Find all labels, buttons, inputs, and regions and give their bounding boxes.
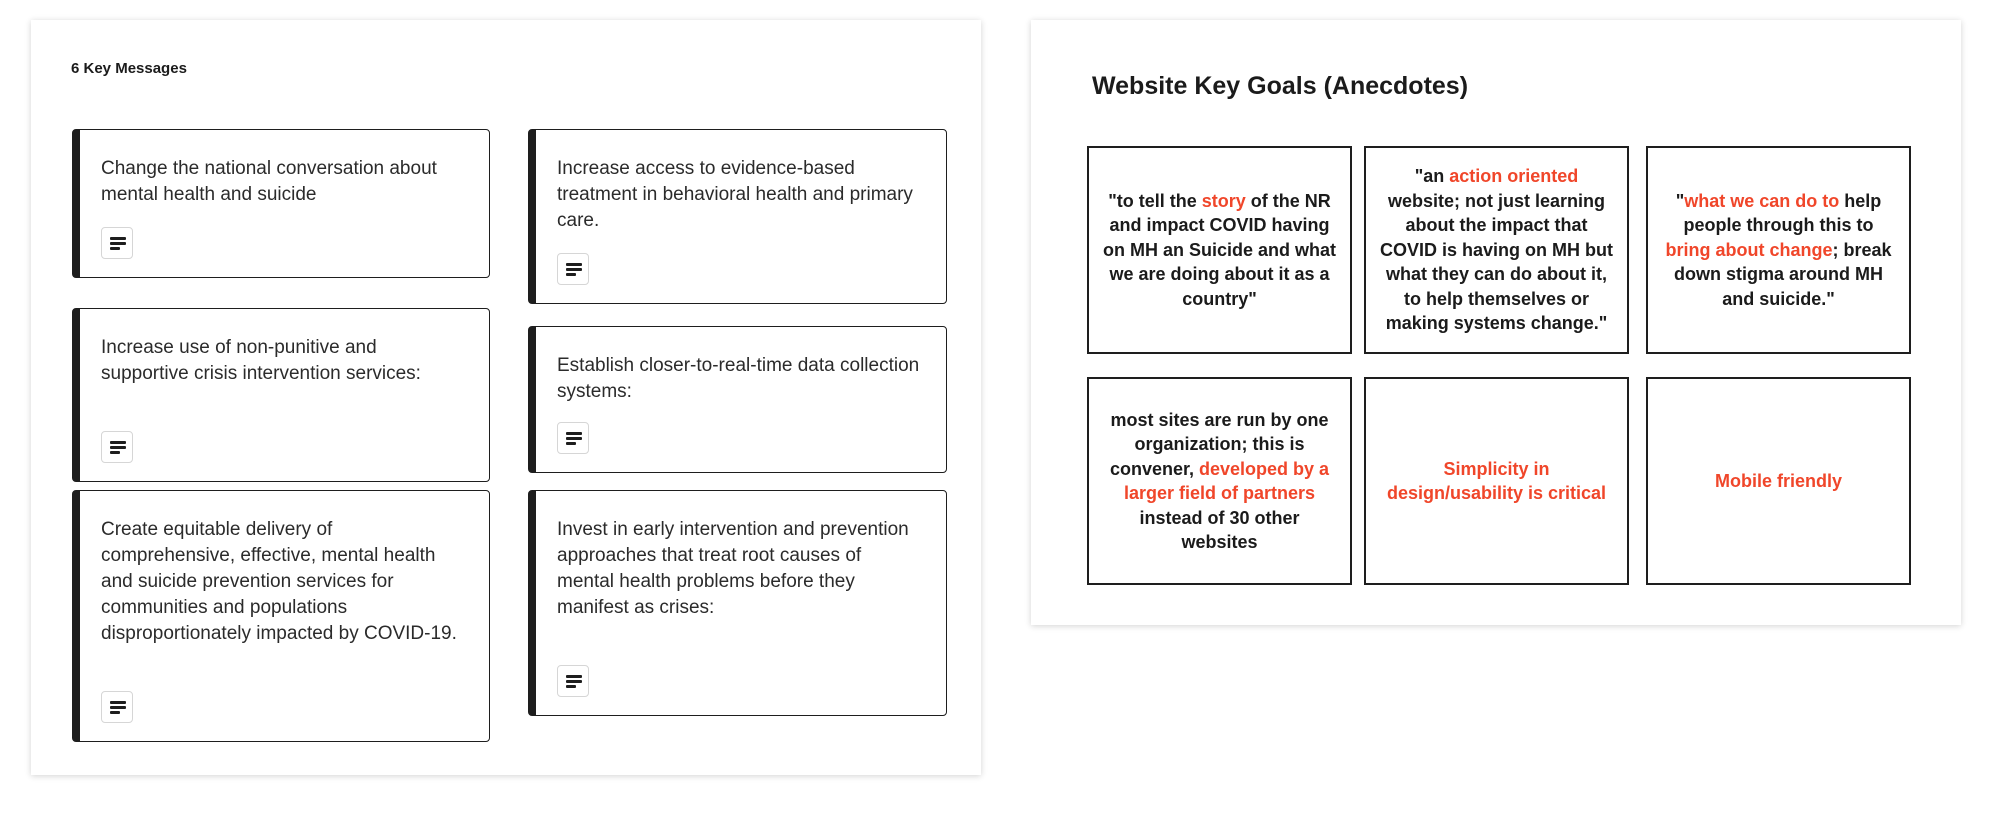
notes-icon[interactable] [557,422,589,454]
message-card[interactable] [528,490,947,716]
message-text: Invest in early intervention and prevention approaches that treat root causes of mental health problems before they manifest as crises: [557,519,909,618]
key-messages-frame [31,20,981,775]
goal-box[interactable] [1646,146,1911,354]
notes-icon[interactable] [101,431,133,463]
goal-text: "an action oriented website; not just learning about the impact that COVID is having on MH but what they can do about it, to help themselves or making systems change." [1380,166,1613,334]
goal-text: Simplicity in design/usability is critical [1386,458,1607,503]
goal-box[interactable] [1364,377,1629,585]
website-goals-frame [1031,20,1961,625]
message-card[interactable] [528,129,947,304]
message-text: Create equitable delivery of comprehensive, effective, mental health and suicide prevention services for communities and populations disproportionately impacted by COVID-19. [101,519,457,644]
goal-box[interactable] [1364,146,1629,354]
goal-box[interactable] [1087,377,1352,585]
notes-icon[interactable] [101,691,133,723]
message-card[interactable] [72,490,490,742]
notes-icon[interactable] [557,253,589,285]
message-card[interactable] [528,326,947,473]
goal-text: "what we can do to help people through this to bring about change; break down stigma around MH and suicide." [1665,190,1892,309]
goal-box[interactable] [1087,146,1352,354]
notes-icon[interactable] [557,665,589,697]
message-text: Increase access to evidence-based treatment in behavioral health and primary care. [557,158,913,231]
frame-title: 6 Key Messages [71,60,187,77]
message-card[interactable] [72,129,490,278]
goal-text: most sites are run by one organization; this is convener, developed by a larger field of partners instead of 30 other websites [1109,409,1330,552]
message-text: Change the national conversation about mental health and suicide [101,158,437,205]
goal-box[interactable] [1646,377,1911,585]
message-card[interactable] [72,308,490,482]
goal-text: "to tell the story of the NR and impact COVID having on MH an Suicide and what we are doing about it as a country" [1102,190,1336,309]
message-text: Increase use of non-punitive and supportive crisis intervention services: [101,337,421,384]
message-text: Establish closer-to-real-time data collection systems: [557,355,920,402]
notes-icon[interactable] [101,227,133,259]
frame-title: Website Key Goals (Anecdotes) [1092,72,1469,100]
goal-text: Mobile friendly [1714,470,1842,491]
